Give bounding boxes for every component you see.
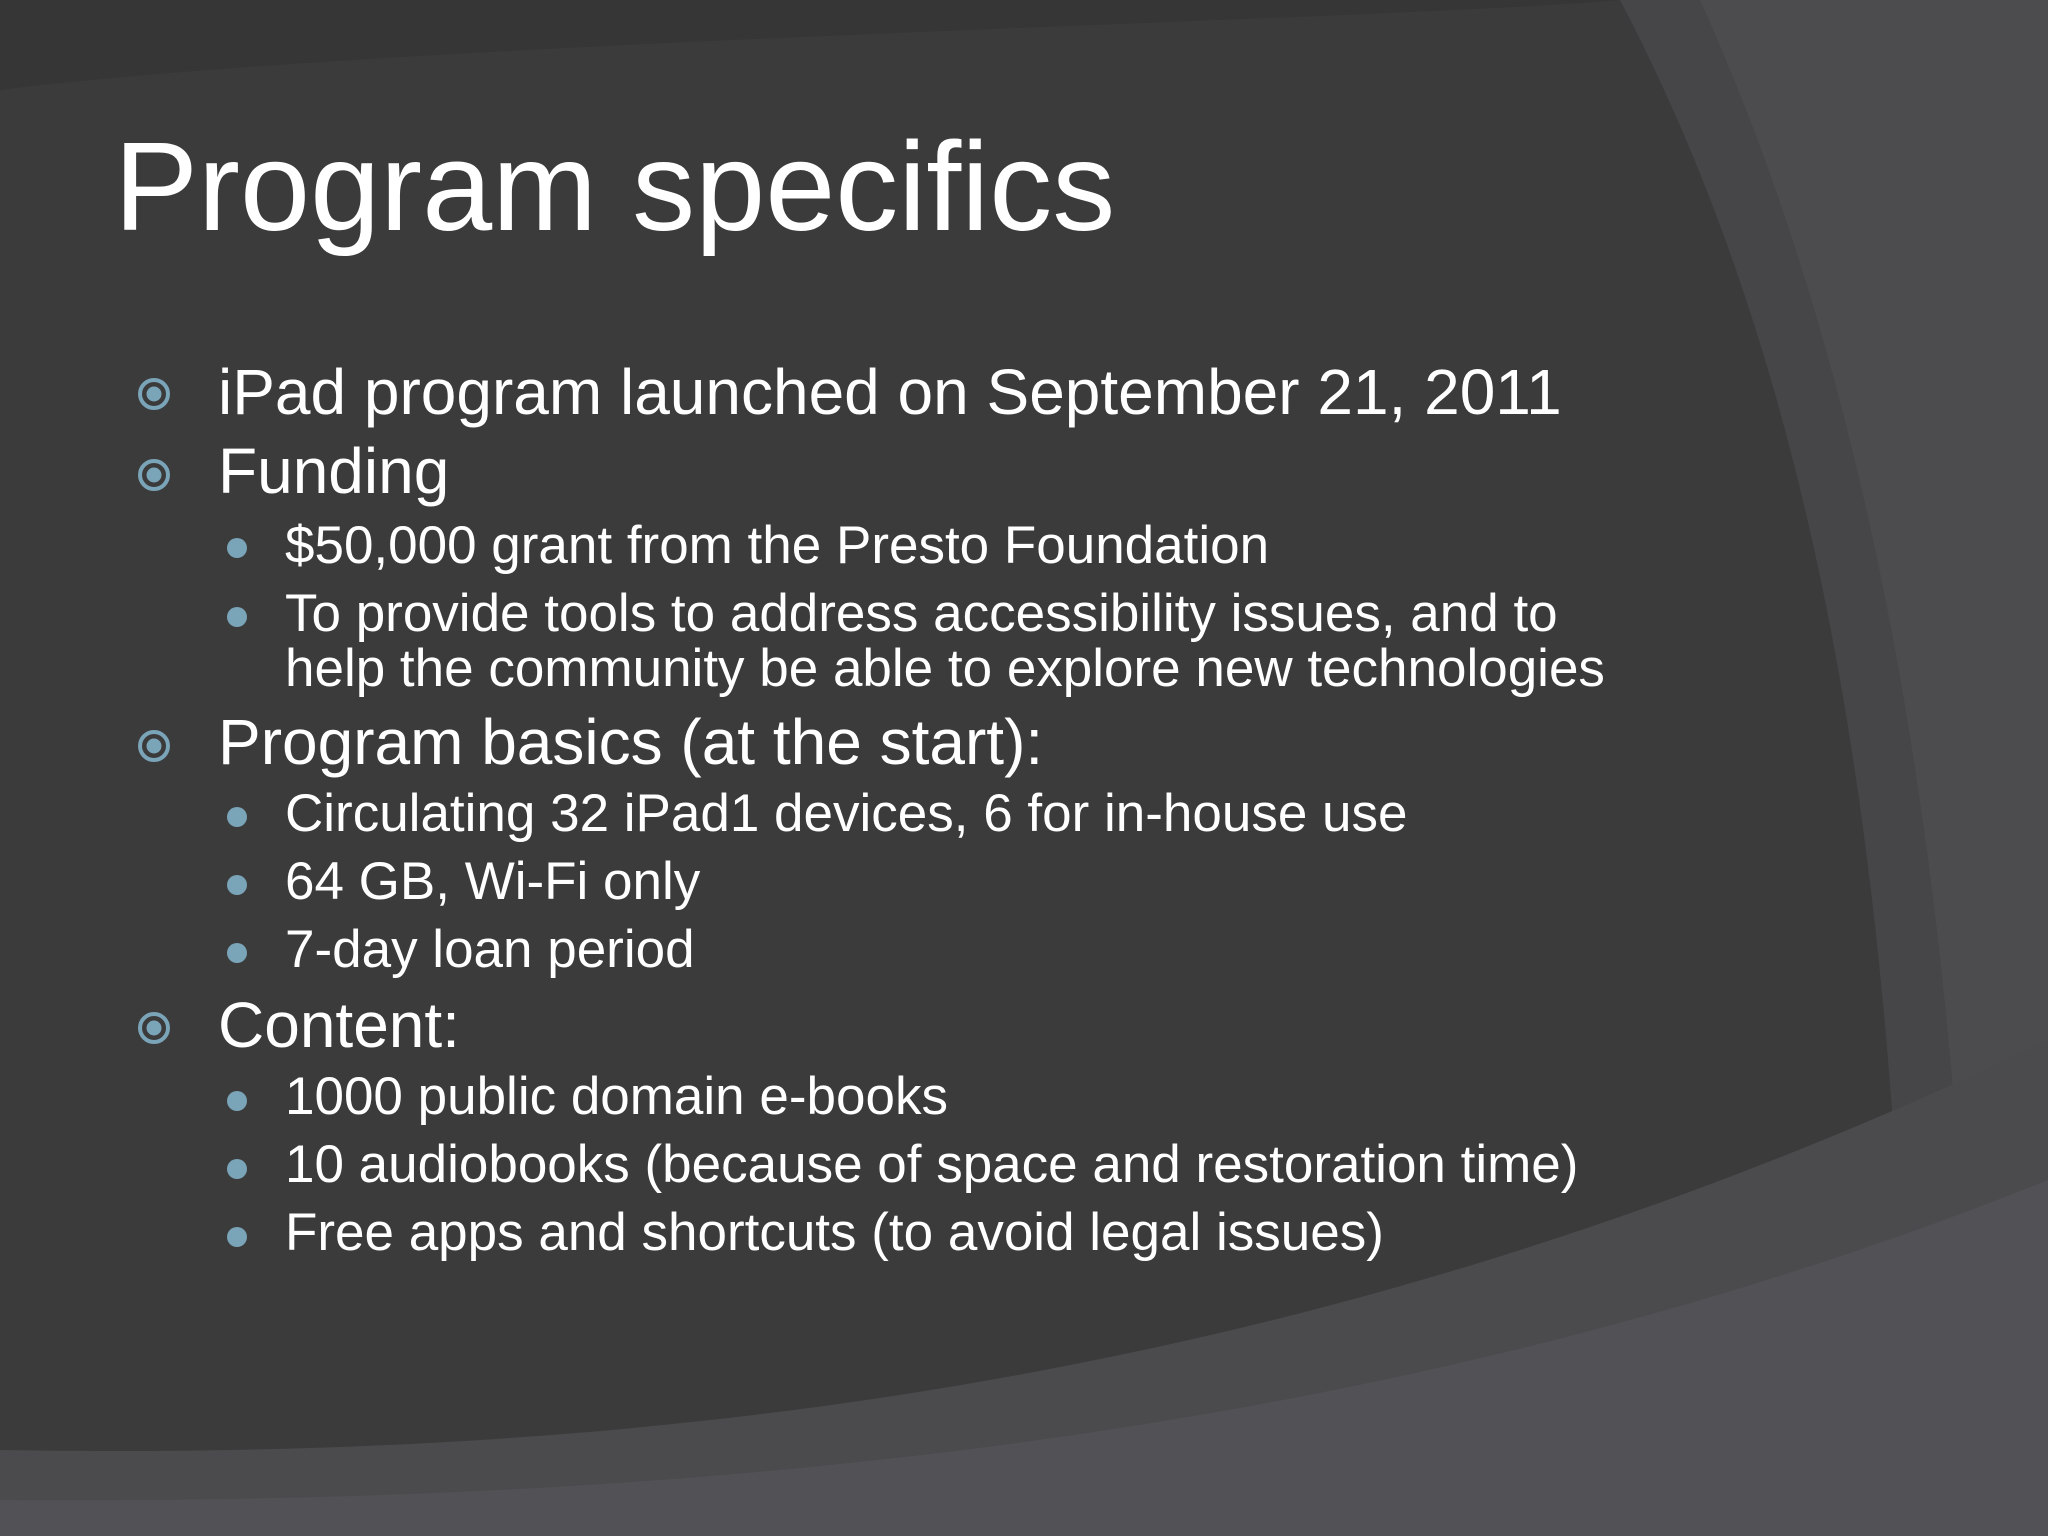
sub-bullet-purpose-continued: help the community be able to explore new technologies: [285, 639, 1605, 698]
sub-bullet-circulating: Circulating 32 iPad1 devices, 6 for in-house use: [285, 784, 1408, 843]
target-circle-icon: [136, 728, 172, 764]
bullet-funding: Funding: [218, 435, 450, 507]
sub-bullet-free-apps: Free apps and shortcuts (to avoid legal issues): [285, 1203, 1384, 1262]
bullet-launch: iPad program launched on September 21, 2011: [218, 356, 1562, 428]
bullet-program-basics: Program basics (at the start):: [218, 706, 1044, 778]
sub-bullet-ebooks: 1000 public domain e-books: [285, 1067, 948, 1126]
dot-icon: [227, 1227, 247, 1247]
bullet-content: Content:: [218, 989, 460, 1061]
dot-icon: [227, 943, 247, 963]
target-circle-icon: [136, 376, 172, 412]
sub-bullet-grant: $50,000 grant from the Presto Foundation: [285, 516, 1270, 575]
slide-title: Program specifics: [114, 116, 1116, 257]
sub-bullet-purpose: To provide tools to address accessibility issues, and to: [285, 584, 1558, 643]
sub-bullet-audiobooks: 10 audiobooks (because of space and restoration time): [285, 1135, 1579, 1194]
target-circle-icon: [136, 457, 172, 493]
sub-bullet-loan-period: 7-day loan period: [285, 920, 695, 979]
dot-icon: [227, 607, 247, 627]
dot-icon: [227, 875, 247, 895]
dot-icon: [227, 538, 247, 558]
target-circle-icon: [136, 1010, 172, 1046]
dot-icon: [227, 807, 247, 827]
dot-icon: [227, 1159, 247, 1179]
sub-bullet-storage: 64 GB, Wi-Fi only: [285, 852, 701, 911]
dot-icon: [227, 1091, 247, 1111]
